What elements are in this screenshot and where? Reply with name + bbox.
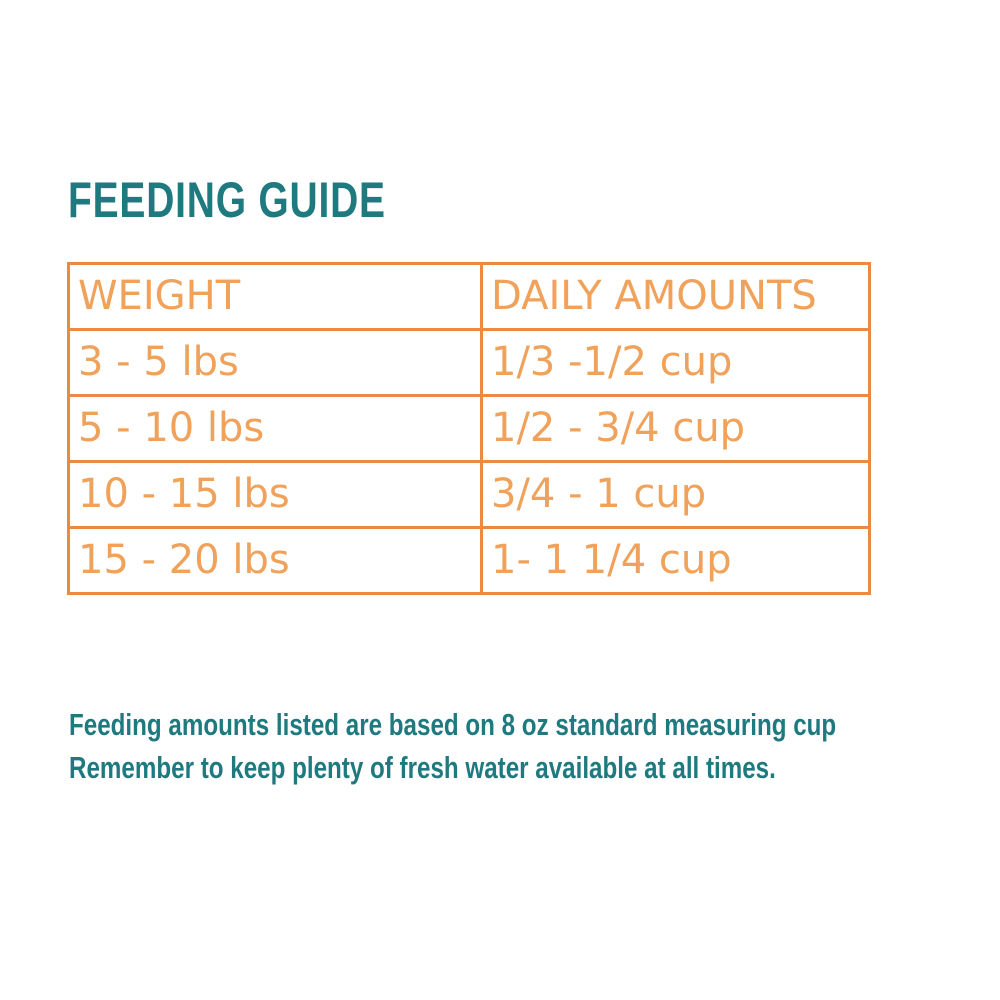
feeding-table xyxy=(67,262,871,595)
amount-cell: 1/3 -1/2 cup xyxy=(482,330,870,396)
water-note: Remember to keep plenty of fresh water available at all times. xyxy=(69,750,776,785)
amount-cell: 1- 1 1/4 cup xyxy=(482,528,870,594)
table-row xyxy=(69,528,870,594)
header-weight: WEIGHT xyxy=(69,264,482,330)
header-daily-amounts: DAILY AMOUNTS xyxy=(482,264,870,330)
table-row xyxy=(69,330,870,396)
weight-cell: 5 - 10 lbs xyxy=(69,396,482,462)
table-row xyxy=(69,462,870,528)
table-header-row xyxy=(69,264,870,330)
measuring-cup-note: Feeding amounts listed are based on 8 oz standard measuring cup xyxy=(69,707,837,742)
amount-cell: 3/4 - 1 cup xyxy=(482,462,870,528)
weight-cell: 10 - 15 lbs xyxy=(69,462,482,528)
page-title: FEEDING GUIDE xyxy=(68,172,386,228)
amount-cell: 1/2 - 3/4 cup xyxy=(482,396,870,462)
weight-cell: 15 - 20 lbs xyxy=(69,528,482,594)
table-row xyxy=(69,396,870,462)
weight-cell: 3 - 5 lbs xyxy=(69,330,482,396)
